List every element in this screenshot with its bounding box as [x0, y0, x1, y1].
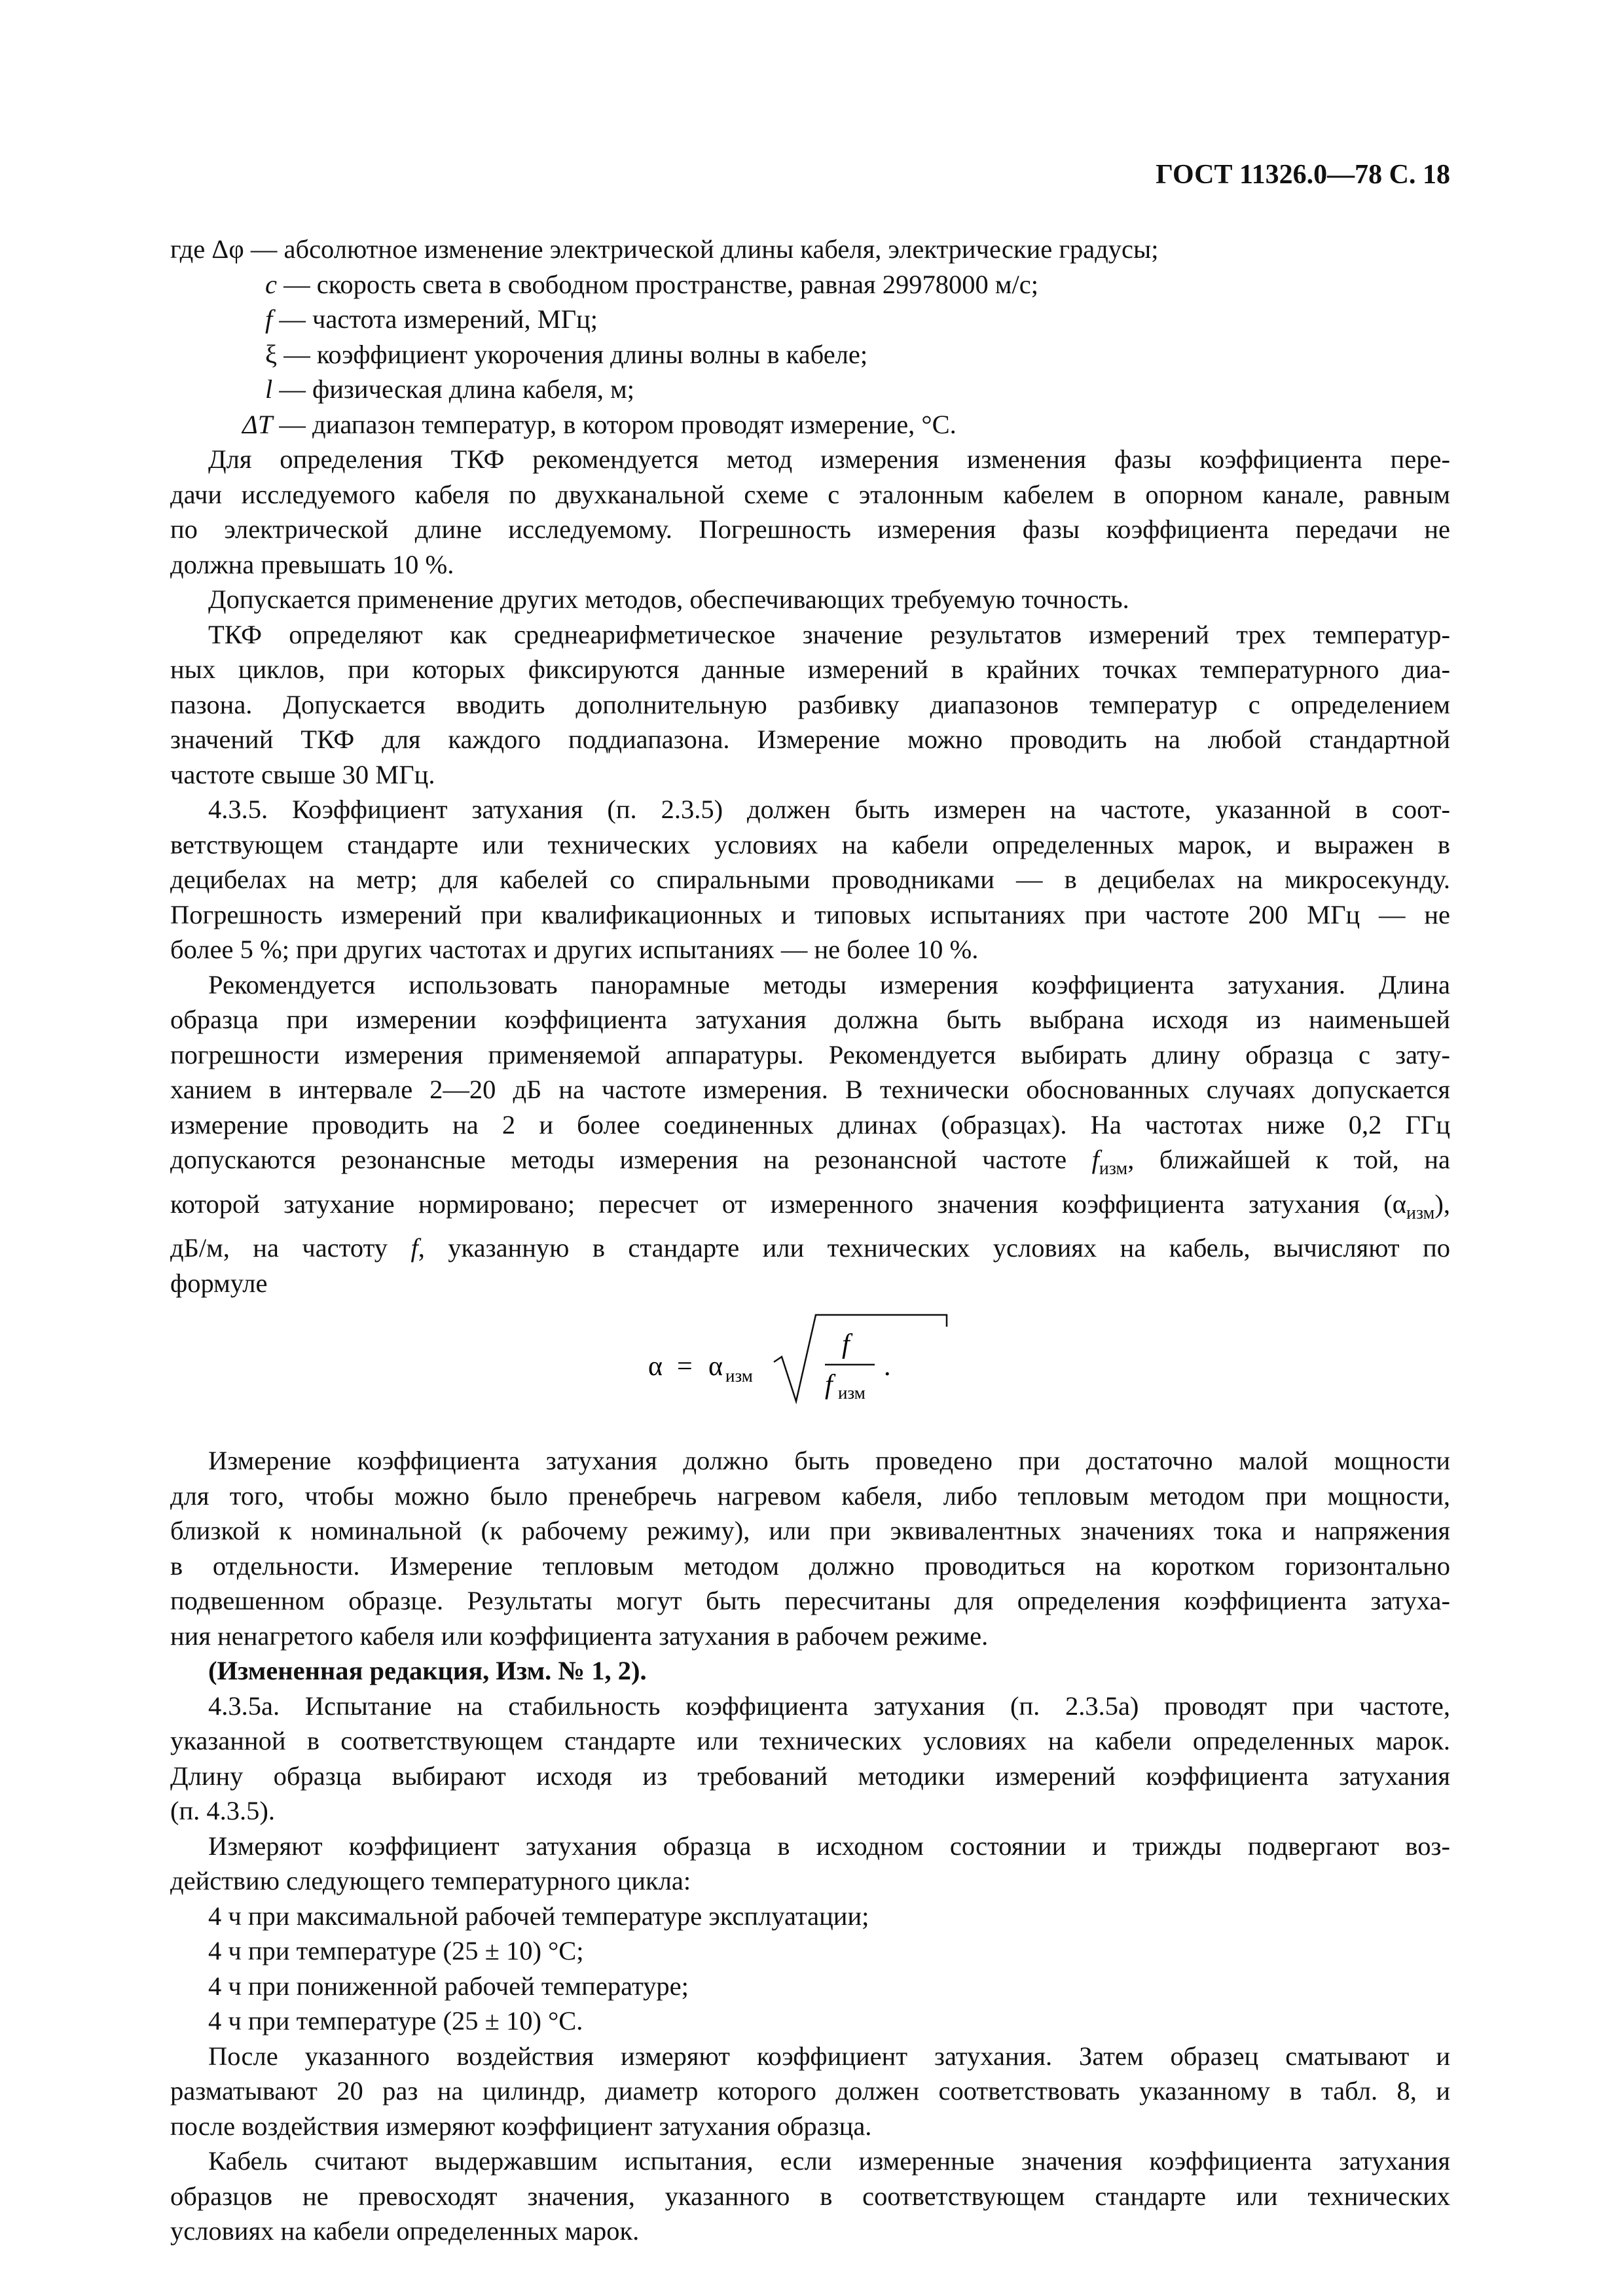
formula-period: .	[884, 1352, 891, 1382]
definition-l: l — физическая длина кабеля, м;	[265, 374, 635, 404]
list-item: 4 ч при температуре (25 ± 10) °С.	[208, 2006, 583, 2036]
paragraph-panoramic-methods: Рекомендуется использовать панорамные методы измерения коэффициента затухания. Длина образца при измерении коэффициента затухания должна быть выбрана исходя из наименьшей погрешности измерения применяемой аппаратуры. Рекомендуется выбирать длину образца с зату- ханием в интервале 2—20 дБ на частоте измерения. В технически обоснованных случаях допускается измерение проводить на 2 и более соединенных длинах (образцах). На частотах ниже 0,2 ГГц допускаются резонансные методы измерения на резонансной частоте $f_{изм}$, ближайшей к той, на которой затухание нормировано; пересчет от измеренного значения коэффициента затухания $(\alpha_{изм})$, дБ/м, на частоту f, указанную в стандарте или технических условиях на кабель, вычисляют по формуле	[170, 969, 1450, 1298]
paragraph-other-methods: Допускается применение других методов, обеспечивающих требуемую точность.	[208, 584, 1129, 614]
paragraph-4-3-5: 4.3.5. Коэффициент затухания (п. 2.3.5) должен быть измерен на частоте, указанной в соот- ветствующем стандарте или технических условиях на кабели определенных марок, и выражен в децибелах на метр; для кабелей со спиральными проводниками — в децибелах на микросекунду. Погрешность измерений при квалификационных и типовых испытаниях при частоте 200 МГц — не более 5 %; при других частотах и других испытаниях — не более 10 %.	[170, 795, 1450, 964]
formula-alpha: α	[708, 1352, 723, 1382]
formula-alpha-sub: изм	[725, 1366, 753, 1386]
list-item: 4 ч при пониженной рабочей температуре;	[208, 1971, 689, 2001]
paragraph-4-3-5a: 4.3.5а. Испытание на стабильность коэффициента затухания (п. 2.3.5а) проводят при частоте, указанной в соответствующем стандарте или технических условиях на кабели определенных марок. Длину образца выбирают исходя из требований методики измерений коэффициента затухания (п. 4.3.5).	[170, 1691, 1450, 1826]
formula-numerator: f	[842, 1329, 850, 1360]
list-item: 4 ч при максимальной рабочей температуре эксплуатации;	[208, 1901, 869, 1931]
definition-f: f — частота измерений, МГц;	[265, 304, 598, 334]
formula-graphic	[648, 1310, 989, 1414]
page-header: ГОСТ 11326.0—78 С. 18	[1156, 160, 1450, 190]
paragraph-temperature-cycle: Измеряют коэффициент затухания образца в исходном состоянии и трижды подвергают воз- действию следующего температурного цикла:	[170, 1831, 1450, 1896]
document-page	[170, 157, 1450, 2249]
cycle-list	[170, 1899, 1450, 2039]
definition-dt: ΔT — диапазон температур, в котором проводят измерение, °С.	[242, 409, 957, 439]
paragraph-low-power: Измерение коэффициента затухания должно быть проведено при достаточно малой мощности для того, чтобы можно было пренебречь нагревом кабеля, либо тепловым методом при мощности, близкой к номинальной (к рабочему режиму), или при эквивалентных значениях тока и напряжения в отдельности. Измерение тепловым методом должно проводиться на коротком горизонтально подвешенном образце. Результаты могут быть пересчитаны для определения коэффициента затуха- ния ненагретого кабеля или коэффициента затухания в рабочем режиме.	[170, 1446, 1450, 1651]
formula-lhs: α	[648, 1352, 663, 1382]
paragraph-pass-criteria: Кабель считают выдержавшим испытания, если измеренные значения коэффициента затухания образцов не превосходят значения, указанного в соответствующем стандарте или технических условиях на кабели определенных марок.	[170, 2146, 1450, 2246]
formula-denominator-sub: изм	[838, 1383, 866, 1403]
amendment-note: (Измененная редакция, Изм. № 1, 2).	[208, 1656, 647, 1686]
definition-xi: ξ — коэффициент укорочения длины волны в кабеле;	[265, 339, 868, 369]
paragraph-winding: После указанного воздействия измеряют коэффициент затухания. Затем образец сматывают и разматывают 20 раз на цилиндр, диаметр которого должен соответствовать указанному в табл. 8, и после воздействия измеряют коэффициент затухания образца.	[170, 2041, 1450, 2141]
paragraph-tkf-definition: ТКФ определяют как среднеарифметическое значение результатов измерений трех температур- ных циклов, при которых фиксируются данные измерений в крайних точках температурного диа- пазона. Допускается вводить дополнительную разбивку диапазонов температур с определением значений ТКФ для каждого поддиапазона. Измерение можно проводить на любой стандартной частоте свыше 30 МГц.	[170, 619, 1450, 789]
definition-c: c — скорость света в свободном пространстве, равная 29978000 м/с;	[265, 269, 1039, 299]
paragraph-tkf-method: Для определения ТКФ рекомендуется метод измерения изменения фазы коэффициента пере- дачи исследуемого кабеля по двухканальной схеме с эталонным кабелем в опорном канале, равным по электрической длине исследуемому. Погрешность измерения фазы коэффициента передачи не должна превышать 10 %.	[170, 444, 1450, 579]
formula-denominator: f	[825, 1370, 833, 1401]
definition-dphi: где Δφ — абсолютное изменение электрической длины кабеля, электрические градусы;	[170, 234, 1159, 264]
attenuation-formula	[170, 1310, 1450, 1414]
list-item: 4 ч при температуре (25 ± 10) °С;	[208, 1936, 584, 1966]
formula-eq: =	[677, 1352, 693, 1382]
